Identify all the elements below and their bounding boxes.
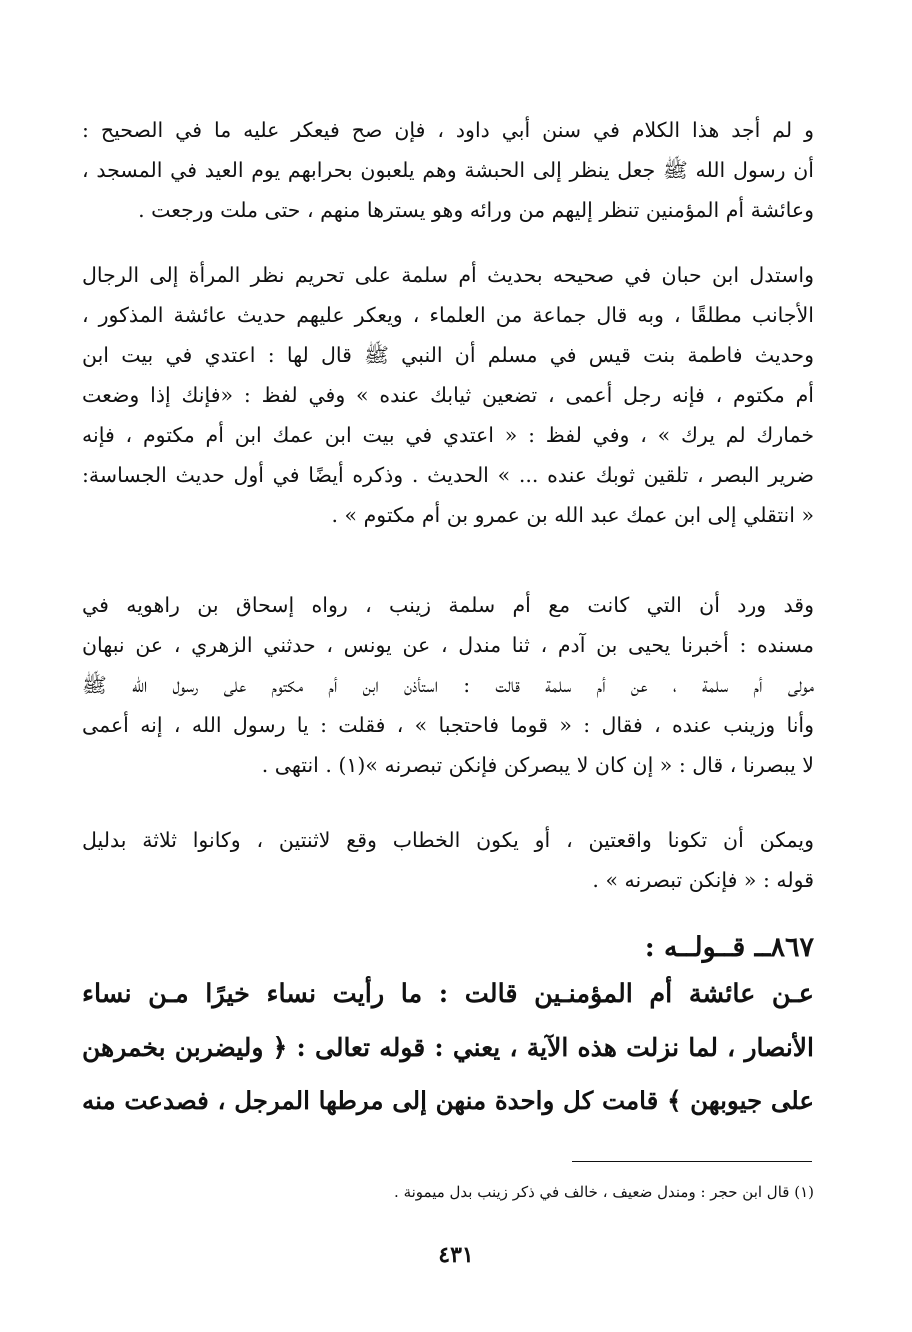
page-number: ٤٣١ (438, 1242, 474, 1268)
text-line: واستدل ابن حبان في صحيحه بحديث أم سلمة على تحريم نظر المرأة إلى الرجال (82, 263, 814, 287)
text-line: الأنصار ، لما نزلت هذه الآية ، يعني : قوله تعالى : ﴿ وليضربن بخمرهن (82, 1033, 814, 1062)
section-heading: ٨٦٧ــ قــولــه : (644, 932, 814, 963)
paragraph-1 (82, 110, 814, 230)
text-line: مسنده : أخبرنا يحيى بن آدم ، ثنا مندل ، عن يونس ، حدثني الزهري ، عن نبهان (82, 633, 814, 657)
paragraph-2 (82, 255, 814, 535)
hadith-text (82, 968, 814, 1127)
text-line: وقد ورد أن التي كانت مع أم سلمة زينب ، رواه إسحاق بن راهويه في (82, 593, 814, 617)
text-line: على جيوبهن ﴾ قامت كل واحدة منهن إلى مرطها المرجل ، فصدعت منه (82, 1086, 814, 1115)
text-line: لا يبصرنا ، قال : « إن كان لا يبصركن فإنكن تبصرنه »(١) . انتهى . (261, 753, 814, 777)
text-line: ويمكن أن تكونا واقعتين ، أو يكون الخطاب وقع لاثنتين ، وكانوا ثلاثة بدليل (82, 828, 814, 852)
footnote: (١) قال ابن حجر : ومندل ضعيف ، خالف في ذكر زينب بدل ميمونة . (394, 1183, 814, 1201)
text-line: وعائشة أم المؤمنين تنظر إليهم من ورائه وهو يسترها منهم ، حتى ملت ورجعت . (138, 198, 814, 222)
text-line: « انتقلي إلى ابن عمك عبد الله بن عمرو بن أم مكتوم » . (331, 503, 814, 527)
text-line: خمارك لم يرك » ، وفي لفظ : « اعتدي في بيت ابن عمك ابن أم مكتوم ، فإنه (82, 423, 814, 447)
paragraph-4 (82, 820, 814, 900)
text-line: أم مكتوم ، فإنه رجل أعمى ، تضعين ثيابك عنده » وفي لفظ : «فإنك إذا وضعت (82, 383, 814, 407)
text-line: و لم أجد هذا الكلام في سنن أبي داود ، فإن صح فيعكر عليه ما في الصحيح : (82, 118, 814, 142)
paragraph-3 (82, 585, 814, 785)
footnote-divider (572, 1161, 812, 1162)
text-line: وأنا وزينب عنده ، فقال : « قوما فاحتجبا » ، فقلت : يا رسول الله ، إنه أعمى (82, 713, 814, 737)
text-line: قوله : « فإنكن تبصرنه » . (592, 868, 814, 892)
text-line: أن رسول الله ﷺ جعل ينظر إلى الحبشة وهم يلعبون بحرابهم يوم العيد في المسجد ، (82, 158, 814, 182)
text-line: عـن عائشة أم المؤمنـين قالت : ما رأيت نساء خيرًا مـن نساء (82, 979, 814, 1009)
text-line: ضرير البصر ، تلقين ثوبك عنده ... » الحديث . وذكره أيضًا في أول حديث الجساسة: (82, 463, 814, 487)
text-line: مولى أم سلمة ، عن أم سلمة قالت : استأذن ابن أم مكتوم على رسول الله ﷺ (82, 673, 814, 697)
text-line: وحديث فاطمة بنت قيس في مسلم أن النبي ﷺ قال لها : اعتدي في بيت ابن (82, 343, 814, 367)
text-line: الأجانب مطلقًا ، وبه قال جماعة من العلماء ، ويعكر عليهم حديث عائشة المذكور ، (82, 303, 814, 327)
